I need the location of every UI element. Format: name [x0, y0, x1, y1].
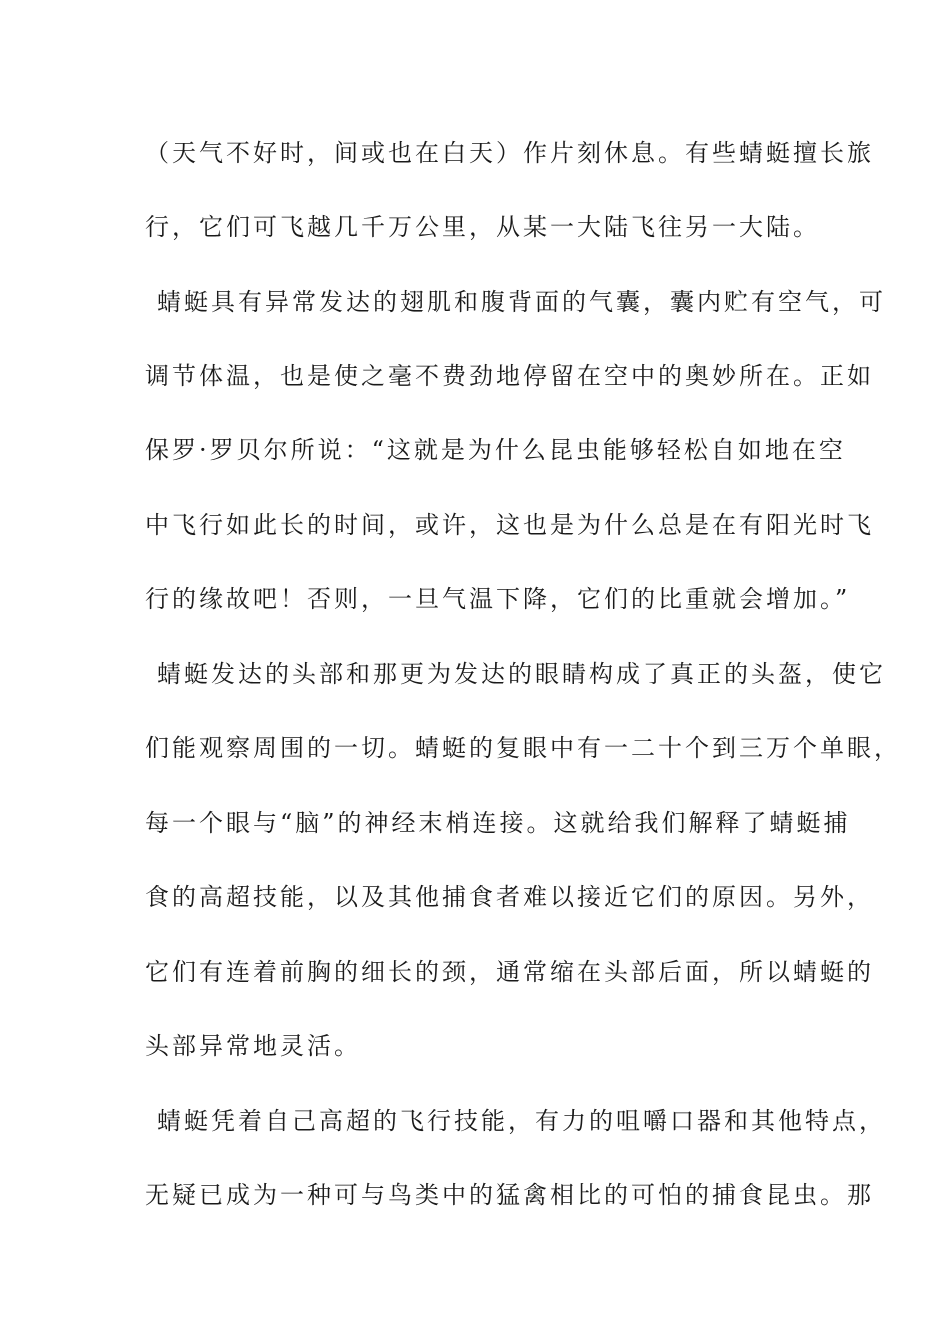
text-line: 行的缘故吧！否则，一旦气温下降，它们的比重就会增加。”	[145, 585, 851, 613]
paragraph-start-line: 蜻蜓凭着自己高超的飞行技能，有力的咀嚼口器和其他特点，	[157, 1107, 886, 1135]
text-line: 无疑已成为一种可与鸟类中的猛禽相比的可怕的捕食昆虫。那	[145, 1181, 874, 1209]
text-line: 每一个眼与“脑”的神经末梢连接。这就给我们解释了蜻蜓捕	[145, 809, 851, 837]
text-line: 调节体温，也是使之毫不费劲地停留在空中的奥妙所在。正如	[145, 362, 874, 390]
paragraph-start-line: 蜻蜓具有异常发达的翅肌和腹背面的气囊，囊内贮有空气，可	[157, 288, 886, 316]
paragraph-start-line: 蜻蜓发达的头部和那更为发达的眼睛构成了真正的头盔，使它	[157, 660, 886, 688]
text-line: 它们有连着前胸的细长的颈，通常缩在头部后面，所以蜻蜓的	[145, 958, 874, 986]
text-line: 中飞行如此长的时间，或许，这也是为什么总是在有阳光时飞	[145, 511, 874, 539]
text-line: （天气不好时，间或也在白天）作片刻休息。有些蜻蜓擅长旅	[145, 139, 874, 167]
text-line: 保罗·罗贝尔所说：“这就是为什么昆虫能够轻松自如地在空	[145, 436, 846, 464]
text-line: 食的高超技能，以及其他捕食者难以接近它们的原因。另外，	[145, 883, 874, 911]
text-line: 行，它们可飞越几千万公里，从某一大陆飞往另一大陆。	[145, 213, 820, 241]
text-line: 们能观察周围的一切。蜻蜓的复眼中有一二十个到三万个单眼，	[145, 734, 901, 762]
text-line: 头部异常地灵活。	[145, 1032, 361, 1060]
